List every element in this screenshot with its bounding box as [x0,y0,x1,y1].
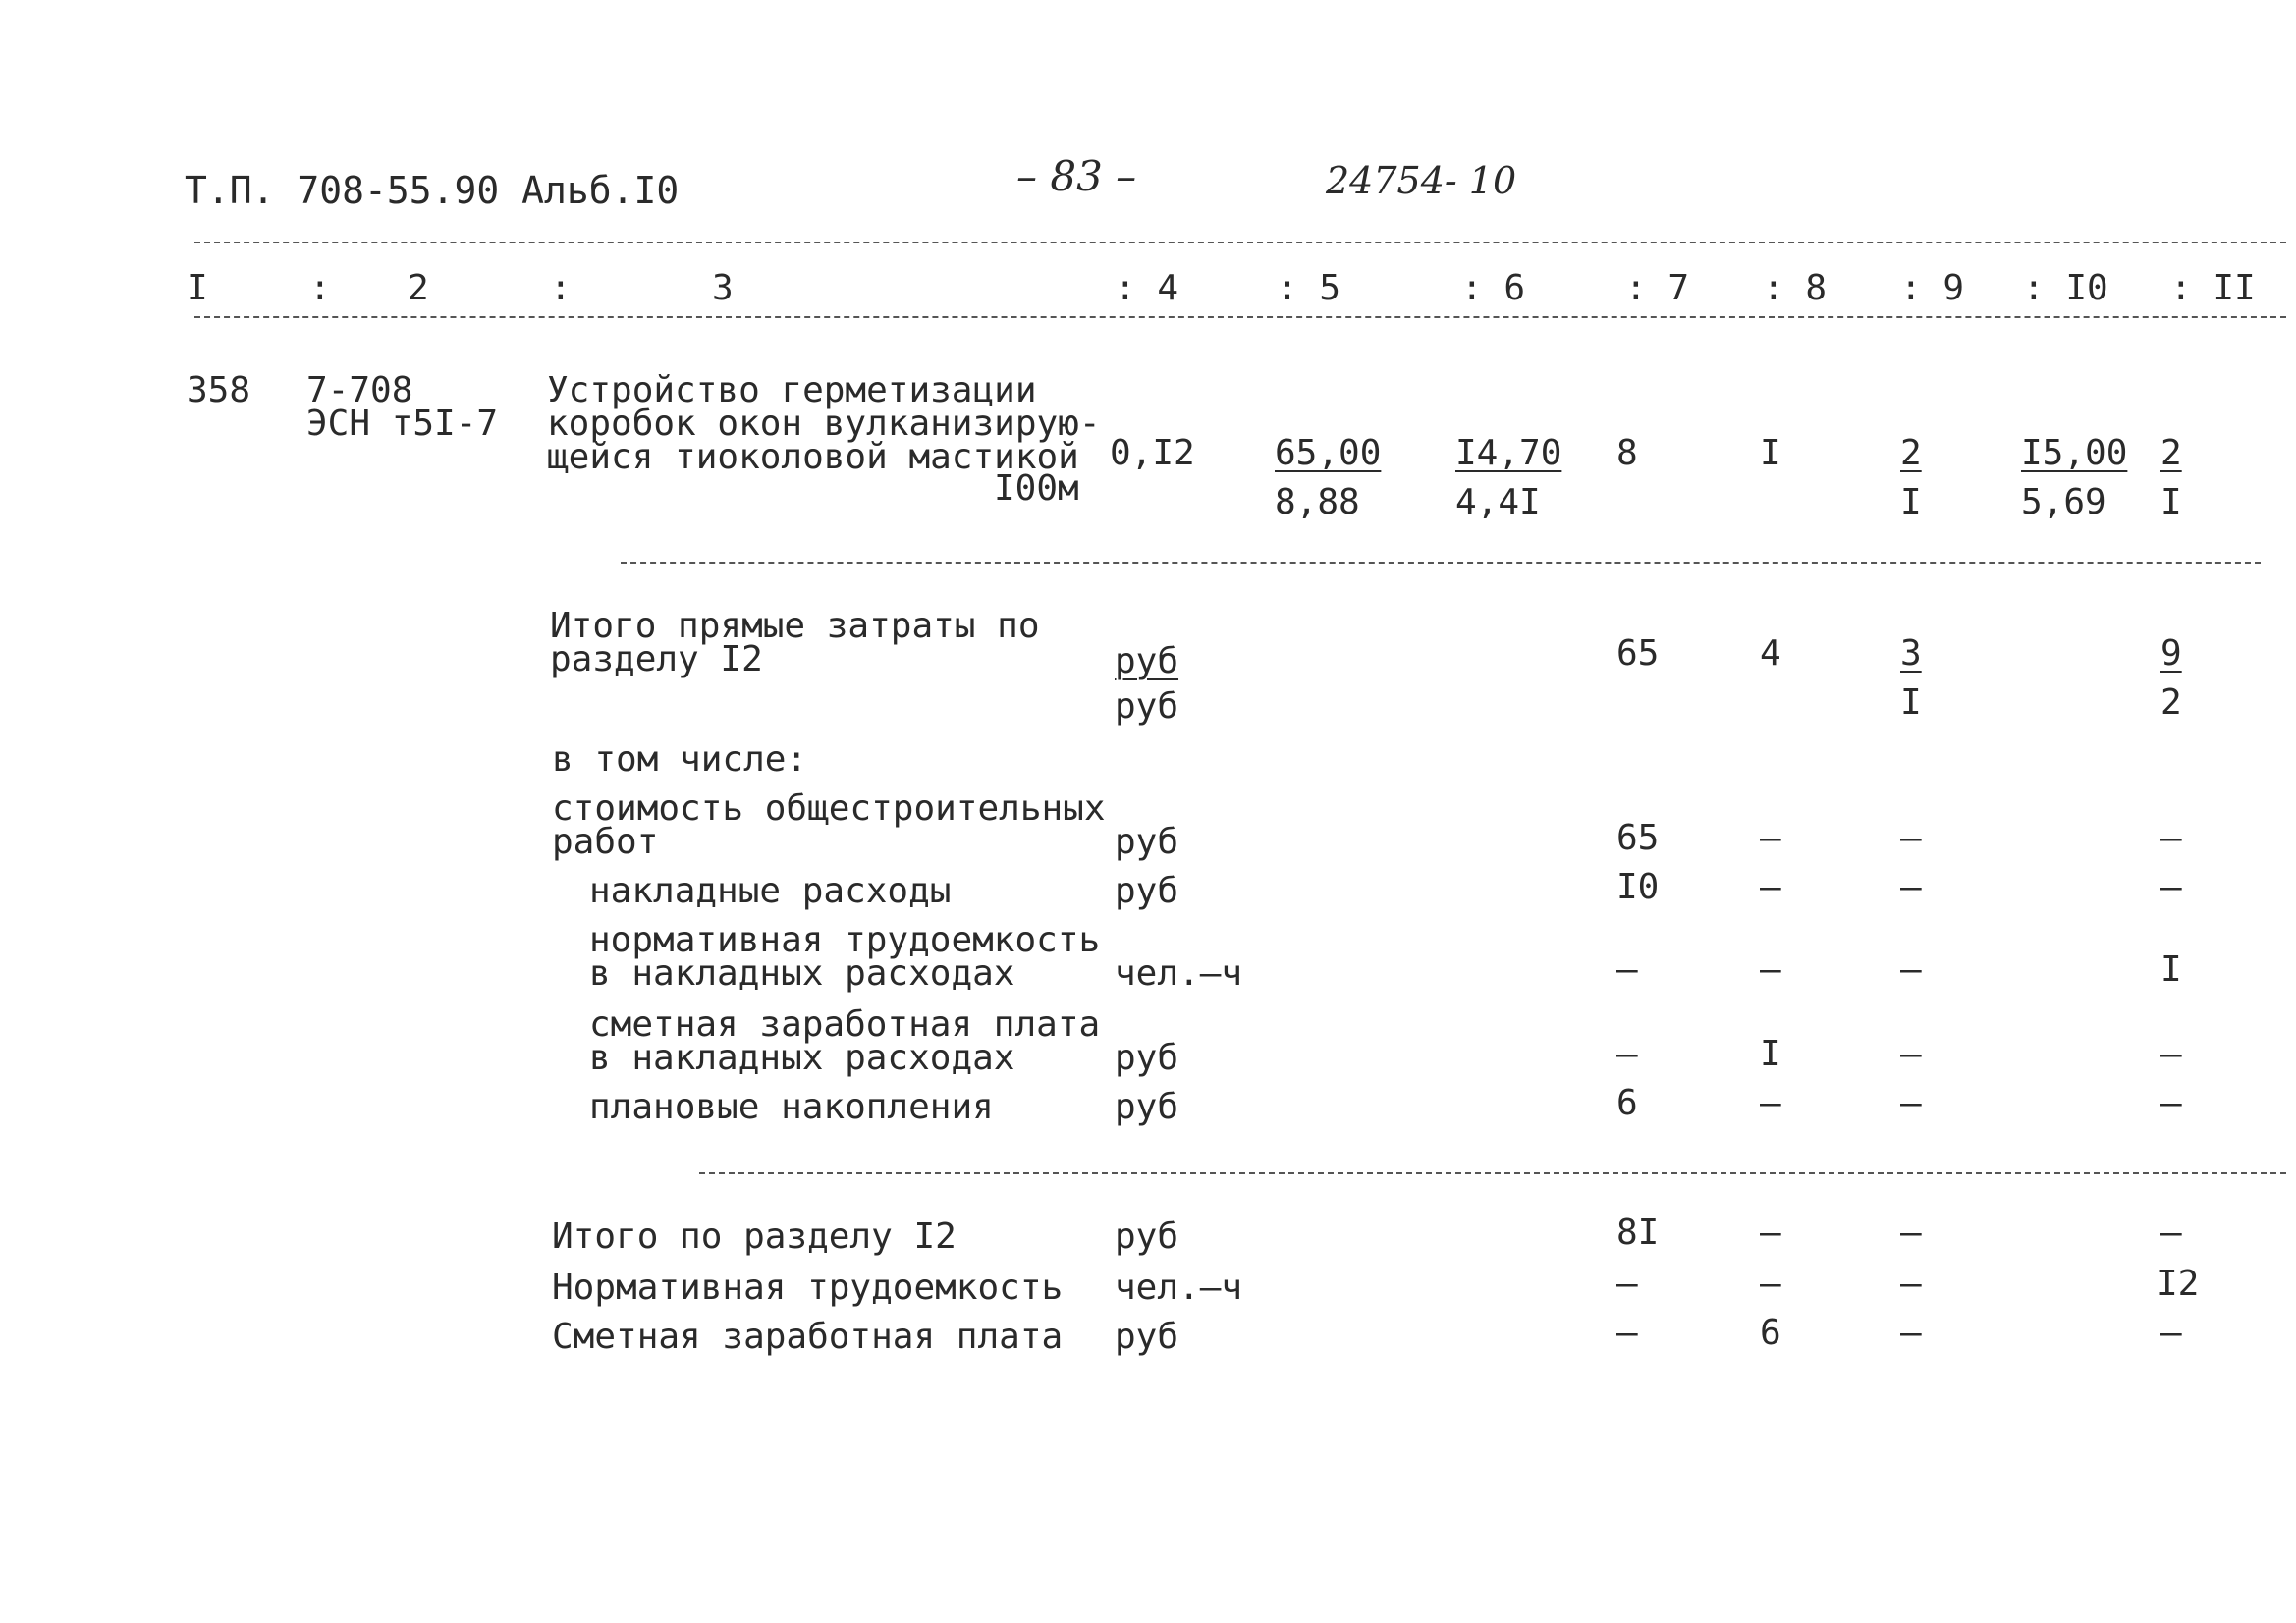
item-col7: 8 [1616,433,1638,473]
row-label: сметная заработная плата [589,1004,1101,1045]
item-col11-top: 2 [2160,433,2182,473]
row-col11: – [2160,818,2182,858]
column-header: : 6 [1461,268,1526,308]
row-col7: – [1616,949,1638,990]
column-header: : II [2170,268,2256,308]
item-col9-top: 2 [1900,433,1922,473]
item-quantity: 0,I2 [1110,433,1195,473]
item-col10-bottom: 5,69 [2021,482,2106,522]
row-col8: 6 [1760,1313,1781,1353]
row-label: Нормативная трудоемкость [552,1268,1064,1308]
row-col8: – [1760,867,1781,907]
row-unit: руб [1115,1317,1179,1357]
column-separator: : [550,268,572,308]
row-col8: – [1760,1083,1781,1123]
header-bottom-rule [194,316,2286,318]
row-col9: – [1900,1083,1922,1123]
direct-costs-col11-top: 9 [2160,633,2182,674]
column-header: : 5 [1277,268,1341,308]
item-col6-top: I4,70 [1455,433,1562,473]
row-col11: – [2160,1034,2182,1074]
row-label: стоимость общестроительных [552,788,1106,829]
column-header: : 8 [1763,268,1828,308]
row-col11: – [2160,1213,2182,1253]
row-label: в накладных расходах [589,953,1015,994]
direct-costs-col9-top: 3 [1900,633,1922,674]
direct-costs-unit-bottom: руб [1115,686,1179,727]
item-col5-bottom: 8,88 [1275,482,1360,522]
row-label: Сметная заработная плата [552,1317,1064,1357]
row-col9: – [1900,1313,1922,1353]
header-top-rule [194,242,2286,243]
column-separator: : [309,268,331,308]
row-col7: – [1616,1034,1638,1074]
direct-costs-col9-bottom: I [1900,682,1922,723]
row-col11: – [2160,867,2182,907]
row-label: накладные расходы [589,871,952,911]
item-code: 7-708 [306,370,413,410]
direct-costs-label: разделу I2 [550,639,763,679]
row-col8: – [1760,1213,1781,1253]
item-col11-bottom: I [2160,482,2182,522]
including-label: в том числе: [552,739,808,780]
totals-rule [699,1172,2286,1174]
column-header: 3 [712,268,734,308]
item-description: коробок окон вулканизирую- [547,404,1101,444]
row-label: Итого по разделу I2 [552,1217,957,1257]
item-col8: I [1760,433,1781,473]
row-col8: – [1760,1264,1781,1304]
row-col9: – [1900,867,1922,907]
column-header: : 9 [1900,268,1965,308]
direct-costs-label: Итого прямые затраты по [550,606,1040,646]
column-header: I [187,268,208,308]
row-col9: – [1900,818,1922,858]
item-col6-bottom: 4,4I [1455,482,1541,522]
row-col7: 8I [1616,1213,1660,1253]
row-unit: чел.–ч [1115,1268,1243,1308]
row-col7: 6 [1616,1083,1638,1123]
row-col11: I2 [2157,1264,2200,1304]
item-description: щейся тиоколовой мастикой [547,437,1079,477]
row-unit: руб [1115,1087,1179,1127]
row-col7: – [1616,1264,1638,1304]
row-unit: руб [1115,1217,1179,1257]
row-col7: – [1616,1313,1638,1353]
row-col11: I [2160,949,2182,990]
row-label: работ [552,822,659,862]
item-code-norm: ЭСН т5I-7 [306,404,499,444]
direct-costs-unit-top: руб [1115,641,1179,681]
column-header: : 7 [1625,268,1690,308]
row-label: в накладных расходах [589,1038,1015,1078]
item-bottom-rule [621,562,2261,564]
column-header: : 4 [1115,268,1179,308]
column-header: 2 [408,268,429,308]
row-col8: – [1760,949,1781,990]
row-col9: – [1900,1034,1922,1074]
direct-costs-col8: 4 [1760,633,1781,674]
row-col8: I [1760,1034,1781,1074]
row-label: плановые накопления [589,1087,994,1127]
row-col9: – [1900,1213,1922,1253]
row-col11: – [2160,1083,2182,1123]
row-unit: руб [1115,1038,1179,1078]
item-number: 358 [187,370,251,410]
item-col10-top: I5,00 [2021,433,2128,473]
row-col8: – [1760,818,1781,858]
row-col11: – [2160,1313,2182,1353]
row-col7: 65 [1616,818,1660,858]
row-unit: руб [1115,871,1179,911]
row-label: нормативная трудоемкость [589,920,1101,960]
item-col5-top: 65,00 [1275,433,1382,473]
registration-stamp: 24754- 10 [1326,159,1517,202]
row-col7: I0 [1616,867,1660,907]
row-col9: – [1900,949,1922,990]
document-reference: Т.П. 708-55.90 Альб.I0 [185,169,680,212]
item-unit: I00м [994,468,1079,509]
item-description: Устройство герметизации [547,370,1037,410]
column-header: : I0 [2023,268,2108,308]
page-number: – 83 – [1016,152,1137,200]
row-unit: руб [1115,822,1179,862]
item-col9-bottom: I [1900,482,1922,522]
direct-costs-col11-bottom: 2 [2160,682,2182,723]
row-unit: чел.–ч [1115,953,1243,994]
row-col9: – [1900,1264,1922,1304]
direct-costs-col7: 65 [1616,633,1660,674]
